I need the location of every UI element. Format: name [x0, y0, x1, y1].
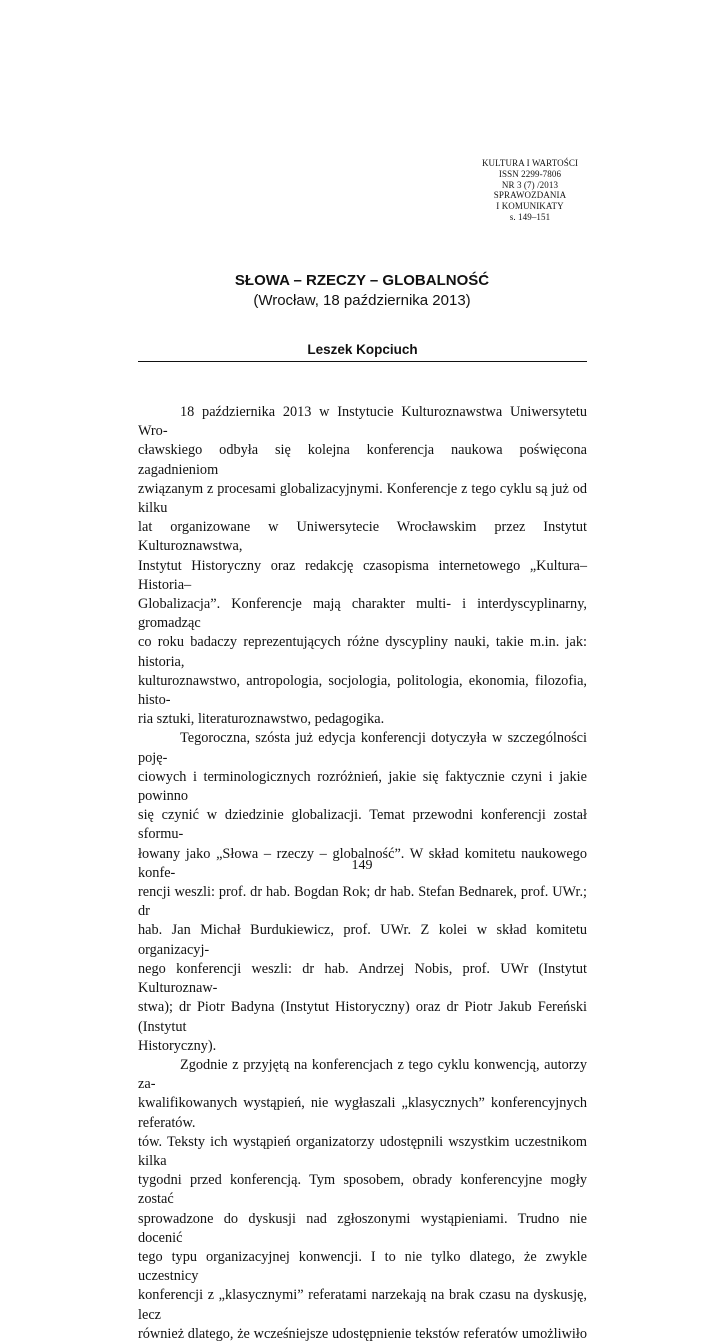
text-line: nego konferencji weszli: dr hab. Andrzej Nobis, prof. UWr (Instytut Kulturoznaw-	[138, 960, 587, 997]
text-line: Globalizacja”. Konferencje mają charakter multi- i interdyscyplinarny, gromadząc	[138, 596, 587, 632]
journal-info-line: ISSN 2299-7806	[498, 168, 562, 179]
journal-info-line: SPRAWOZDANIA	[493, 190, 567, 201]
text-line: Zgodnie z przyjętą na konferencjach z tego cyklu konwencją, autorzy za-	[138, 1056, 587, 1093]
journal-info	[470, 158, 590, 223]
text-line: Tegoroczna, szósta już edycja konferencji dotyczyła w szczególności poję-	[138, 730, 587, 766]
text-line: również dlatego, że wcześniejsze udostępnienie tekstów referatów umożliwiło	[138, 1325, 587, 1342]
text-line: Instytut Historyczny oraz redakcję czasopisma internetowego „Kultura–Historia–	[138, 557, 587, 593]
text-line: stwa); dr Piotr Badyna (Instytut Historyczny) oraz dr Piotr Jakub Fereński (Instytut	[138, 999, 587, 1035]
text-line: ciowych i terminologicznych rozróżnień, jakie się faktycznie czyni i jakie powinno	[138, 768, 587, 805]
text-line: 18 października 2013 w Instytucie Kulturoznawstwa Uniwersytetu Wro-	[138, 404, 587, 440]
paragraph	[138, 729, 587, 1055]
article-author: Leszek Kopciuch	[138, 342, 587, 362]
text-line: sprowadzone do dyskusji nad zgłoszonymi wystąpieniami. Trudno nie docenić	[138, 1210, 587, 1246]
text-line: kwalifikowanych wystąpień, nie wygłaszali „klasycznych” konferencyjnych referatów.	[138, 1095, 587, 1131]
text-line: tów. Teksty ich wystąpień organizatorzy udostępnili wszystkim uczestnikom kilka	[138, 1133, 587, 1169]
journal-info-line: KULTURA I WARTOŚCI	[481, 158, 579, 168]
journal-info-line: I KOMUNIKATY	[496, 201, 564, 212]
text-line: lat organizowane w Uniwersytecie Wrocławskim przez Instytut Kulturoznawstwa,	[138, 519, 587, 555]
journal-info-line: s. 149–151	[509, 211, 551, 222]
text-line: cławskiego odbyła się kolejna konferencja naukowa poświęcona zagadnieniom	[138, 442, 587, 478]
article-title: SŁOWA – RZECZY – GLOBALNOŚĆ	[234, 272, 490, 289]
text-line: ria sztuki, literaturoznawstwo, pedagogika.	[138, 711, 385, 728]
title-block	[0, 272, 724, 311]
text-line: hab. Jan Michał Burdukiewicz, prof. UWr. Z kolei w skład komitetu organizacyj-	[138, 922, 587, 958]
paragraph	[138, 403, 587, 729]
journal-info-line: NR 3 (7) /2013	[501, 179, 559, 190]
text-line: kulturoznawstwo, antropologia, socjologia, politologia, ekonomia, filozofia, histo-	[138, 672, 587, 709]
text-line: się czynić w dziedzinie globalizacji. Temat przewodni konferencji został sformu-	[138, 807, 587, 843]
article-subtitle: (Wrocław, 18 października 2013)	[253, 292, 471, 309]
text-line: tygodni przed konferencją. Tym sposobem, obrady konferencyjne mogły zostać	[138, 1172, 587, 1208]
text-line: związanym z procesami globalizacyjnymi. Konferencje z tego cyklu są już od kilku	[138, 480, 587, 517]
page-number: 149	[351, 858, 373, 873]
text-line: łowany jako „Słowa – rzeczy – globalność”. W skład komitetu naukowego konfe-	[138, 845, 587, 881]
text-line: tego typu organizacyjnej konwencji. I to nie tylko dlatego, że zwykle uczestnicy	[138, 1248, 587, 1285]
text-line: Historyczny).	[138, 1037, 217, 1054]
text-line: konferencji z „klasycznymi” referatami narzekają na brak czasu na dyskusję, lecz	[138, 1287, 587, 1323]
paragraph	[138, 1056, 587, 1344]
text-line: co roku badaczy reprezentujących różne dyscypliny nauki, takie m.in. jak: historia,	[138, 634, 587, 670]
text-line: rencji weszli: prof. dr hab. Bogdan Rok; dr hab. Stefan Bednarek, prof. UWr.; dr	[138, 884, 587, 920]
